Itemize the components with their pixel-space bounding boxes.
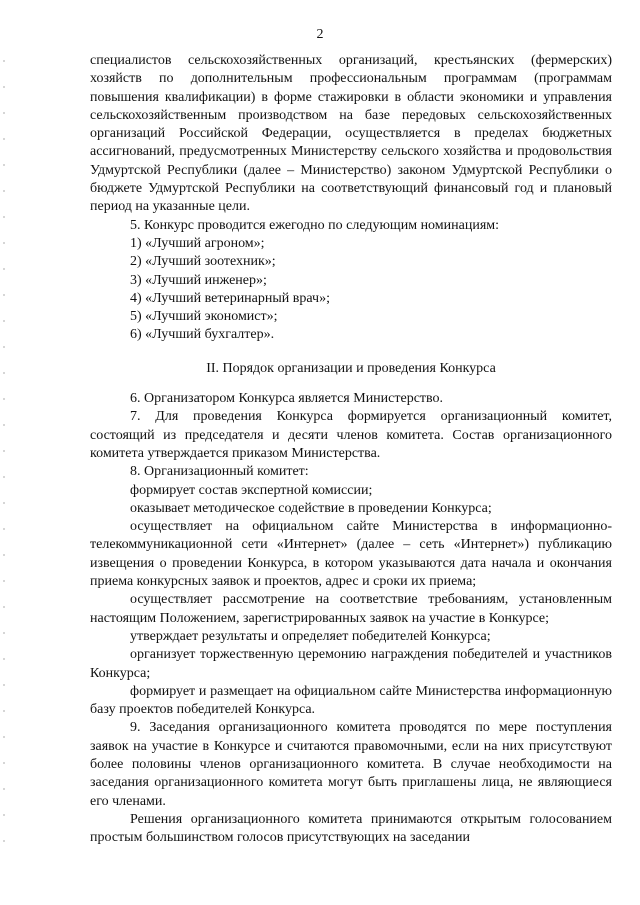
subitem-paragraph: организует торжественную церемонию награждения победителей и участников Конкурса; xyxy=(90,647,612,681)
nomination-item: 4) «Лучший ветеринарный врач»; xyxy=(130,290,330,306)
nomination-item: 5) «Лучший экономист»; xyxy=(130,309,278,325)
nomination-item: 2) «Лучший зоотехник»; xyxy=(130,254,276,270)
nomination-item: 3) «Лучший инженер»; xyxy=(130,272,267,288)
nominations-list xyxy=(90,235,612,345)
scan-edge-marks xyxy=(3,60,5,860)
item-8-subitems xyxy=(90,482,612,720)
nomination-item: 6) «Лучший бухгалтер». xyxy=(130,327,275,343)
section-heading: II. Порядок организации и проведения Конкурса xyxy=(206,360,496,376)
item-9-paragraph: 9. Заседания организационного комитета проводятся по мере поступления заявок на участие в Конкурсе и считаются правомочными, если на них присутствуют более половины членов организационного комитета. В случае необходимости на заседания организационного комитета могут быть приглашены лица, не являющиеся его членами. xyxy=(90,720,612,809)
item-6-paragraph: 6. Организатором Конкурса является Министерство. xyxy=(130,391,444,407)
page-number: 2 xyxy=(316,27,324,42)
subitem-paragraph: формирует состав экспертной комиссии; xyxy=(130,482,373,498)
subitem-paragraph: осуществляет рассмотрение на соответствие требованиям, установленным настоящим Положением, зарегистрированных заявок на участие в Конкурсе; xyxy=(90,592,612,626)
subitem-paragraph: формирует и размещает на официальном сайте Министерства информационную базу проектов победителей Конкурса. xyxy=(90,683,612,718)
nomination-item: 1) «Лучший агроном»; xyxy=(130,235,265,251)
subitem-paragraph: утверждает результаты и определяет победителей Конкурса; xyxy=(130,628,491,644)
subitem-paragraph: осуществляет на официальном сайте Министерства в информационно-телекоммуникационной сети «Интернет» (далее – сеть «Интернет») публикацию извещения о проведении Конкурса, в котором указываются дата начала и окончания приема конкурсных заявок и проектов, адрес и сроки их приема; xyxy=(90,519,612,590)
subitem-paragraph: оказывает методическое содействие в проведении Конкурса; xyxy=(130,500,492,516)
intro-paragraph: специалистов сельскохозяйственных организаций, крестьянских (фермерских) хозяйств по дополнительным профессиональным программам (программам повышения квалификации) в форме стажировки в области экономики и управления сельскохозяйственным производством на базе передовых сельскохозяйственных организаций Российской Федерации, осуществляется в пределах бюджетных ассигнований, предусмотренных Министерству сельского хозяйства и продовольствия Удмуртской Республики (далее – Министерство) законом Удмуртской Республики о бюджете Удмуртской Республики на соответствующий финансовый год и плановый период на указанные цели. xyxy=(90,53,612,215)
item-5-paragraph: 5. Конкурс проводится ежегодно по следующим номинациям: xyxy=(130,217,500,233)
document-body xyxy=(90,52,612,847)
decisions-paragraph: Решения организационного комитета принимаются открытым голосованием простым большинством голосов присутствующих на заседании xyxy=(90,811,612,846)
item-8-paragraph: 8. Организационный комитет: xyxy=(130,464,309,480)
item-7-paragraph: 7. Для проведения Конкурса формируется организационный комитет, состоящий из председателя и десяти членов комитета. Состав организационного комитета утверждается приказом Министерства. xyxy=(90,409,612,461)
